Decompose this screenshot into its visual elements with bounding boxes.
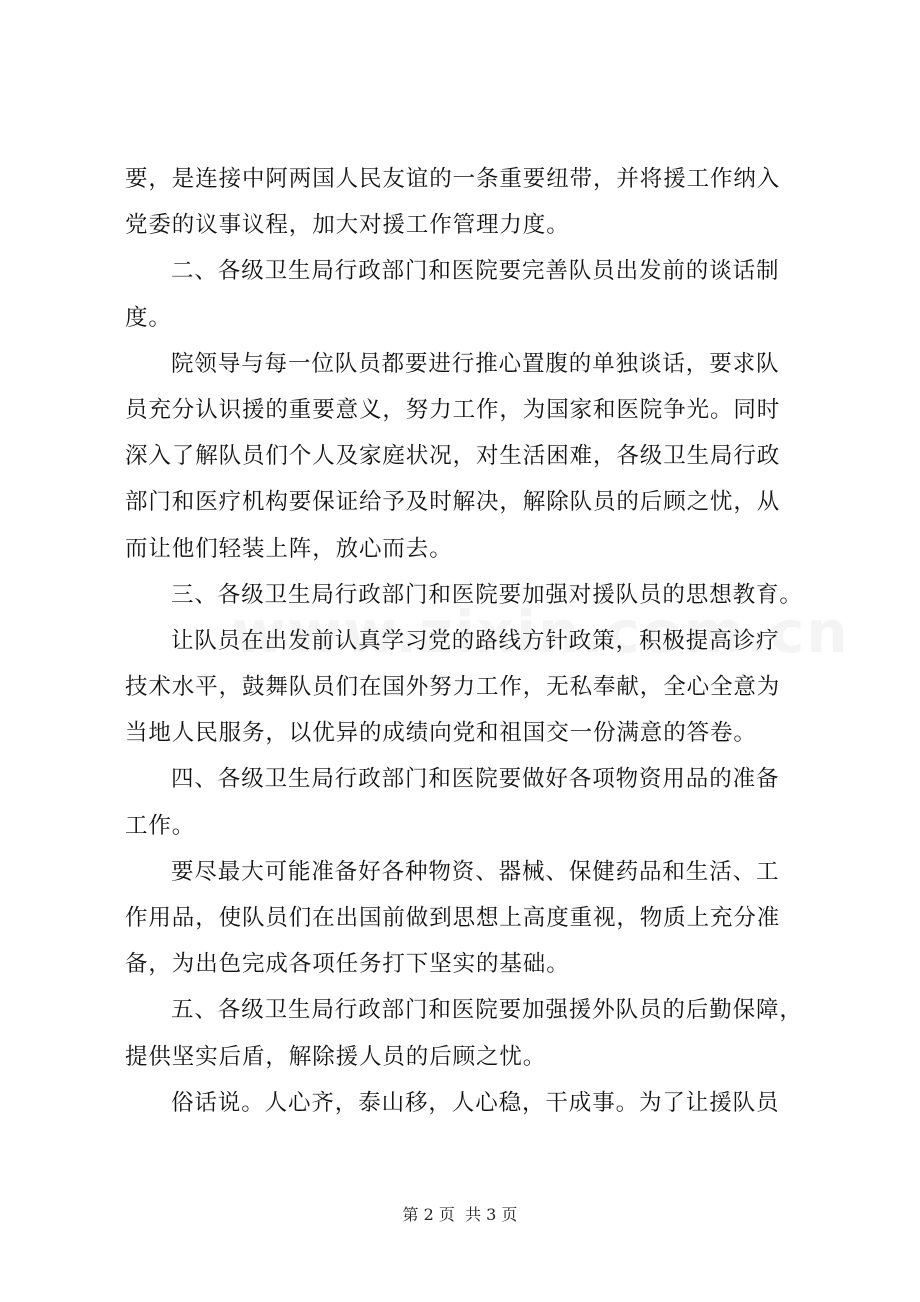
- text-line: 作用品，使队员们在出国前做到思想上高度重视，物质上充分准: [125, 905, 781, 931]
- paragraph-start: 俗话说。人心齐，泰山移，人心稳，干成事。为了让援队员: [171, 1089, 780, 1116]
- text-line: 备，为出色完成各项任务打下坚实的基础。: [125, 951, 570, 978]
- body-text: [125, 156, 815, 1126]
- text-line: 深入了解队员们个人及家庭状况，对生活困难，各级卫生局行政: [125, 443, 781, 470]
- section-heading-continuation: 度。: [125, 304, 172, 331]
- section-heading: 五、各级卫生局行政部门和医院要加强援外队员的后勤保障，: [171, 997, 803, 1024]
- text-line: 部门和医疗机构要保证给予及时解决，解除队员的后顾之忧，从: [125, 489, 781, 516]
- paragraph-start: 让队员在出发前认真学习党的路线方针政策，积极提高诊疗: [171, 627, 780, 654]
- text-line: 员充分认识援的重要意义，努力工作，为国家和医院争光。同时: [125, 396, 781, 423]
- section-heading: 三、各级卫生局行政部门和医院要加强对援队员的思想教育。: [171, 581, 803, 608]
- text-line: 技术水平，鼓舞队员们在国外努力工作，无私奉献，全心全意为: [125, 674, 781, 701]
- paragraph-start: 要尽最大可能准备好各种物资、器械、保健药品和生活、工: [171, 858, 780, 885]
- section-heading: 二、各级卫生局行政部门和医院要完善队员出发前的谈话制: [171, 258, 780, 285]
- paragraph-start: 院领导与每一位队员都要进行推心置腹的单独谈话，要求队: [171, 350, 780, 377]
- text-line: 要，是连接中阿两国人民友谊的一条重要纽带，并将援工作纳入: [125, 166, 781, 192]
- section-heading-continuation: 工作。: [125, 812, 196, 839]
- text-line: 党委的议事议程，加大对援工作管理力度。: [125, 212, 570, 239]
- section-heading-continuation: 提供坚实后盾，解除援人员的后顾之忧。: [125, 1043, 547, 1070]
- page-number-footer: 第 2 页 共 3 页: [402, 1205, 518, 1224]
- text-line: 当地人民服务，以优异的成绩向党和祖国交一份满意的答卷。: [125, 720, 757, 747]
- text-line: 而让他们轻装上阵，放心而去。: [125, 535, 453, 562]
- section-heading: 四、各级卫生局行政部门和医院要做好各项物资用品的准备: [171, 766, 780, 793]
